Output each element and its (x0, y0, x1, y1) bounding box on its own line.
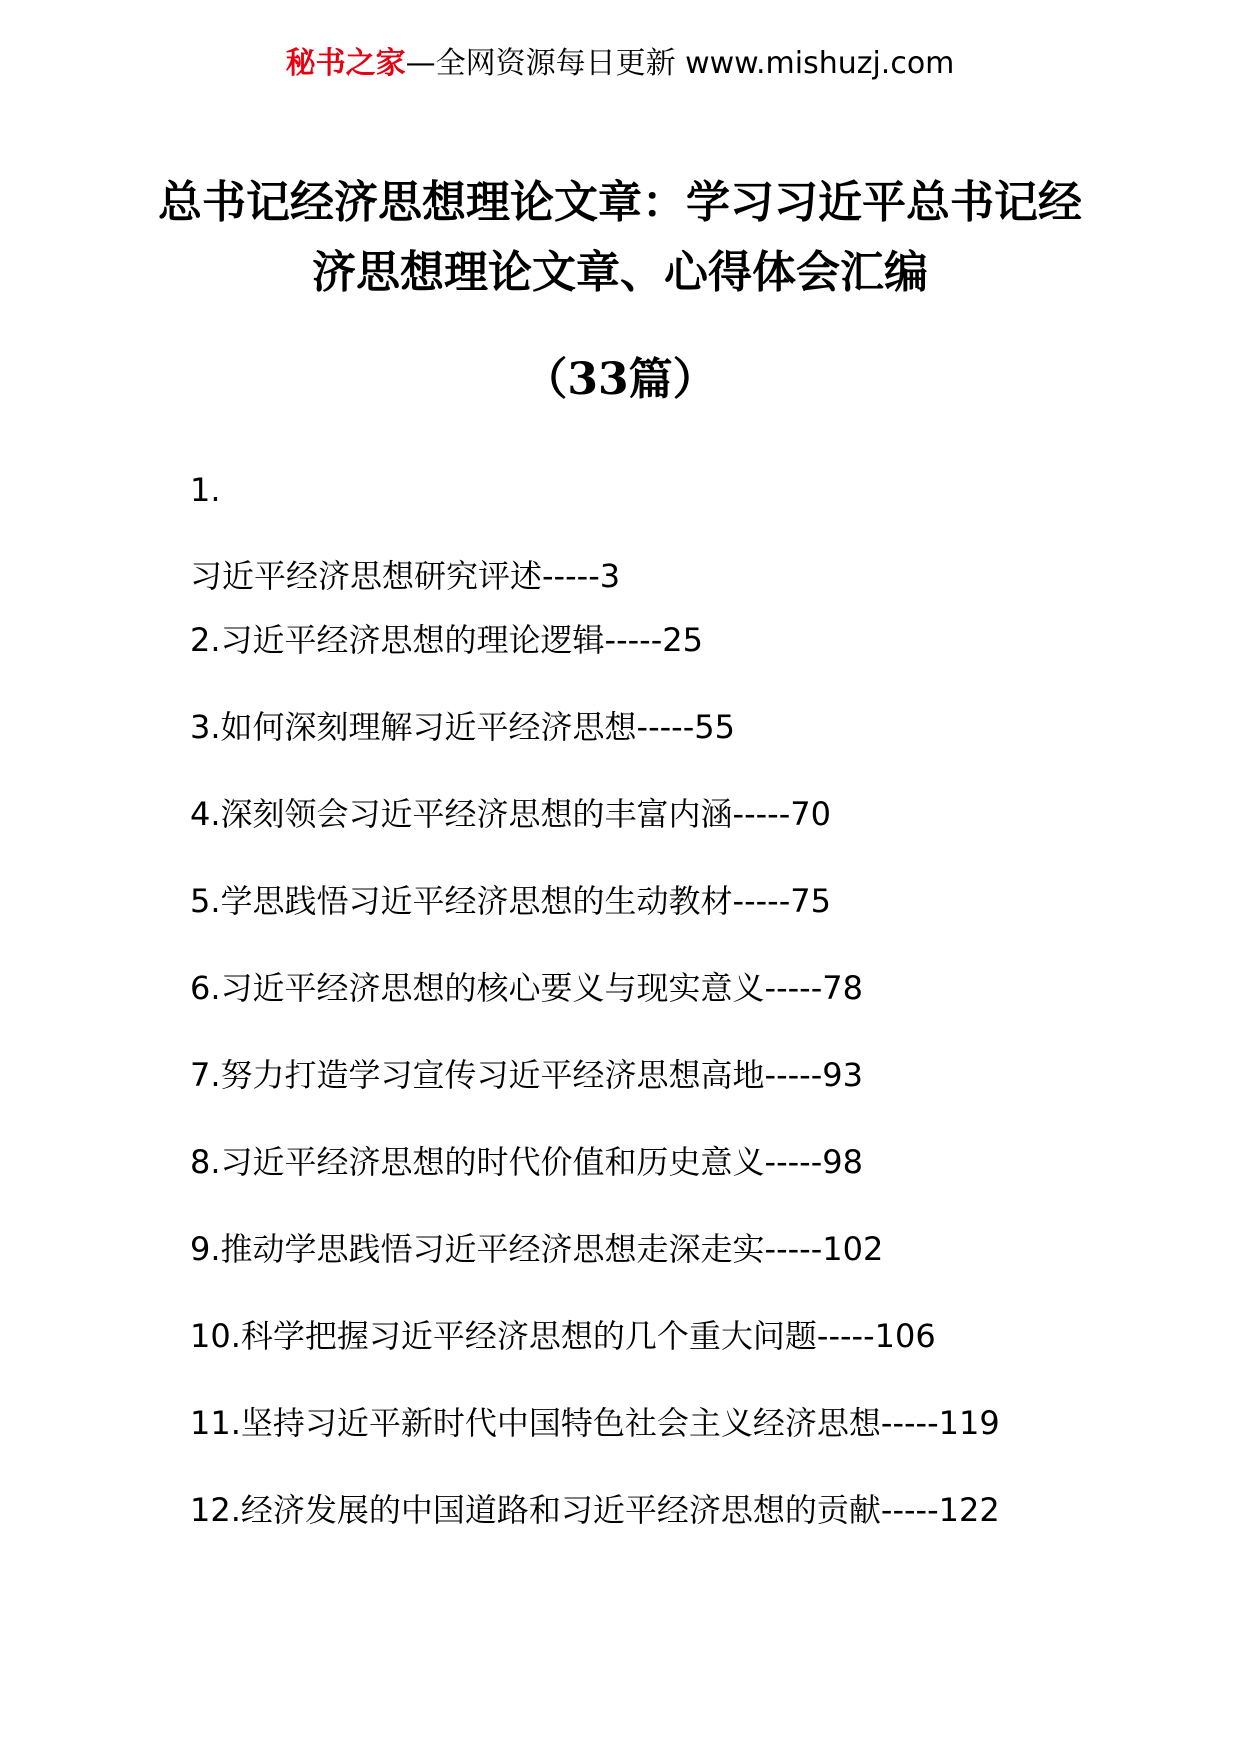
toc-item: 5.学思践悟习近平经济思想的生动教材-----75 (190, 882, 831, 920)
toc-item: 12.经济发展的中国道路和习近平经济思想的贡献-----122 (190, 1491, 1000, 1529)
document-title: 总书记经济思想理论文章：学习习近平总书记经济思想理论文章、心得体会汇编 (158, 177, 1082, 298)
toc-item: 4.深刻领会习近平经济思想的丰富内涵-----70 (190, 795, 831, 833)
toc-item: 2.习近平经济思想的理论逻辑-----25 (190, 621, 703, 659)
toc-item: 10.科学把握习近平经济思想的几个重大问题-----106 (190, 1317, 936, 1355)
toc-item: 习近平经济思想研究评述-----3 (190, 557, 621, 595)
site-header (0, 44, 1240, 84)
toc-item: 8.习近平经济思想的时代价值和历史意义-----98 (190, 1143, 863, 1181)
toc-item: 11.坚持习近平新时代中国特色社会主义经济思想-----119 (190, 1404, 1000, 1442)
document-subtitle: （33篇） (523, 354, 717, 405)
toc-item-number-1: 1. (190, 471, 221, 509)
toc-item: 3.如何深刻理解习近平经济思想-----55 (190, 708, 735, 746)
site-tagline: —全网资源每日更新 www.mishuzj.com (405, 46, 955, 81)
toc-item: 9.推动学思践悟习近平经济思想走深走实-----102 (190, 1230, 884, 1268)
toc-item: 6.习近平经济思想的核心要义与现实意义-----78 (190, 969, 863, 1007)
site-brand: 秘书之家 (285, 46, 406, 81)
toc-item: 7.努力打造学习宣传习近平经济思想高地-----93 (190, 1056, 863, 1094)
